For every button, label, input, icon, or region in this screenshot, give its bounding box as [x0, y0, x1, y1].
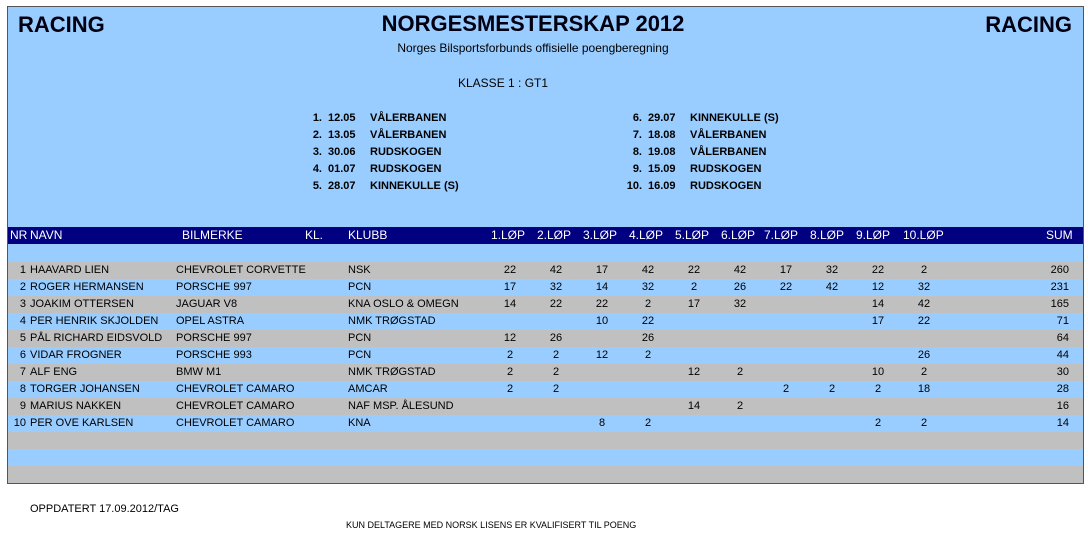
- table-row: 3 JOAKIM OTTERSEN JAGUAR V8 KNA OSLO & OMEGN 14 22 22 2 17 32 14 42 165: [8, 296, 1083, 313]
- race-entry: 2. 13.05 VÅLERBANEN: [312, 129, 447, 141]
- table-header: [8, 227, 1083, 244]
- table-row: 6 VIDAR FROGNER PORSCHE 993 PCN 2 2 12 2 26 44: [8, 347, 1083, 364]
- col-navn: NAVN: [30, 228, 63, 242]
- class-label: KLASSE 1 : GT1: [458, 76, 549, 90]
- table-row-empty: [8, 432, 1083, 449]
- table-row: 10 PER OVE KARLSEN CHEVROLET CAMARO KNA 8 2 2 2 14: [8, 415, 1083, 432]
- table-row: 7 ALF ENG BMW M1 NMK TRØGSTAD 2 2 12 2 10 2 30: [8, 364, 1083, 381]
- race-entry: 8. 19.08 VÅLERBANEN: [632, 146, 767, 158]
- page-subtitle: Norges Bilsportsforbunds offisielle poengberegning: [397, 41, 669, 55]
- race-entry: 7. 18.08 VÅLERBANEN: [632, 129, 767, 141]
- col-lop-1: 1.LØP: [491, 228, 526, 242]
- col-kl: KL.: [305, 228, 324, 242]
- race-entry: 4. 01.07 RUDSKOGEN: [312, 163, 442, 175]
- table-row: 1 HAAVARD LIEN CHEVROLET CORVETTE NSK 22 42 17 42 22 42 17 32 22 2 260: [8, 262, 1083, 279]
- col-lop-7: 7.LØP: [764, 228, 799, 242]
- table-row: 9 MARIUS NAKKEN CHEVROLET CAMARO NAF MSP. ÅLESUND 14 2 16: [8, 398, 1083, 415]
- racing-label-left: RACING: [18, 12, 105, 37]
- race-entry: 3. 30.06 RUDSKOGEN: [312, 146, 442, 158]
- updated-label: OPPDATERT 17.09.2012/TAG: [30, 503, 179, 515]
- col-lop-8: 8.LØP: [810, 228, 845, 242]
- racing-label-right: RACING: [985, 12, 1072, 37]
- table-row: 8 TORGER JOHANSEN CHEVROLET CAMARO AMCAR 2 2 2 2 2 18 28: [8, 381, 1083, 398]
- race-entry: 5. 28.07 KINNEKULLE (S): [312, 180, 459, 192]
- results-panel: [7, 6, 1084, 484]
- race-entry: 10. 16.09 RUDSKOGEN: [626, 180, 762, 192]
- col-klubb: KLUBB: [348, 228, 388, 242]
- race-calendar-right: [620, 110, 779, 195]
- table-row: 4 PER HENRIK SKJOLDEN OPEL ASTRA NMK TRØGSTAD 10 22 17 22 71: [8, 313, 1083, 330]
- col-lop-6: 6.LØP: [721, 228, 756, 242]
- race-entry: 1. 12.05 VÅLERBANEN: [312, 112, 447, 124]
- col-lop-4: 4.LØP: [629, 228, 664, 242]
- table-row: 5 PÅL RICHARD EIDSVOLD PORSCHE 997 PCN 12 26 26 64: [8, 330, 1083, 347]
- col-bilmerke: BILMERKE: [182, 228, 243, 242]
- race-entry: 9. 15.09 RUDSKOGEN: [632, 163, 762, 175]
- race-calendar-left: [300, 110, 459, 195]
- spacer-row: [8, 244, 1083, 261]
- table-row: 2 ROGER HERMANSEN PORSCHE 997 PCN 17 32 14 32 2 26 22 42 12 32 231: [8, 279, 1083, 296]
- col-lop-5: 5.LØP: [675, 228, 710, 242]
- col-lop-9: 9.LØP: [856, 228, 891, 242]
- page-title: NORGESMESTERSKAP 2012: [381, 11, 685, 36]
- col-lop-2: 2.LØP: [537, 228, 572, 242]
- results-table-body: [8, 262, 1083, 483]
- license-note: KUN DELTAGERE MED NORSK LISENS ER KVALIFISERT TIL POENG: [346, 520, 637, 530]
- table-row-empty: [8, 449, 1083, 466]
- table-row-empty: [8, 466, 1083, 483]
- col-nr: NR: [10, 228, 28, 242]
- col-lop-3: 3.LØP: [583, 228, 618, 242]
- col-sum: SUM: [1046, 228, 1073, 242]
- col-lop-10: 10.LØP: [903, 228, 944, 242]
- race-entry: 6. 29.07 KINNEKULLE (S): [632, 112, 779, 124]
